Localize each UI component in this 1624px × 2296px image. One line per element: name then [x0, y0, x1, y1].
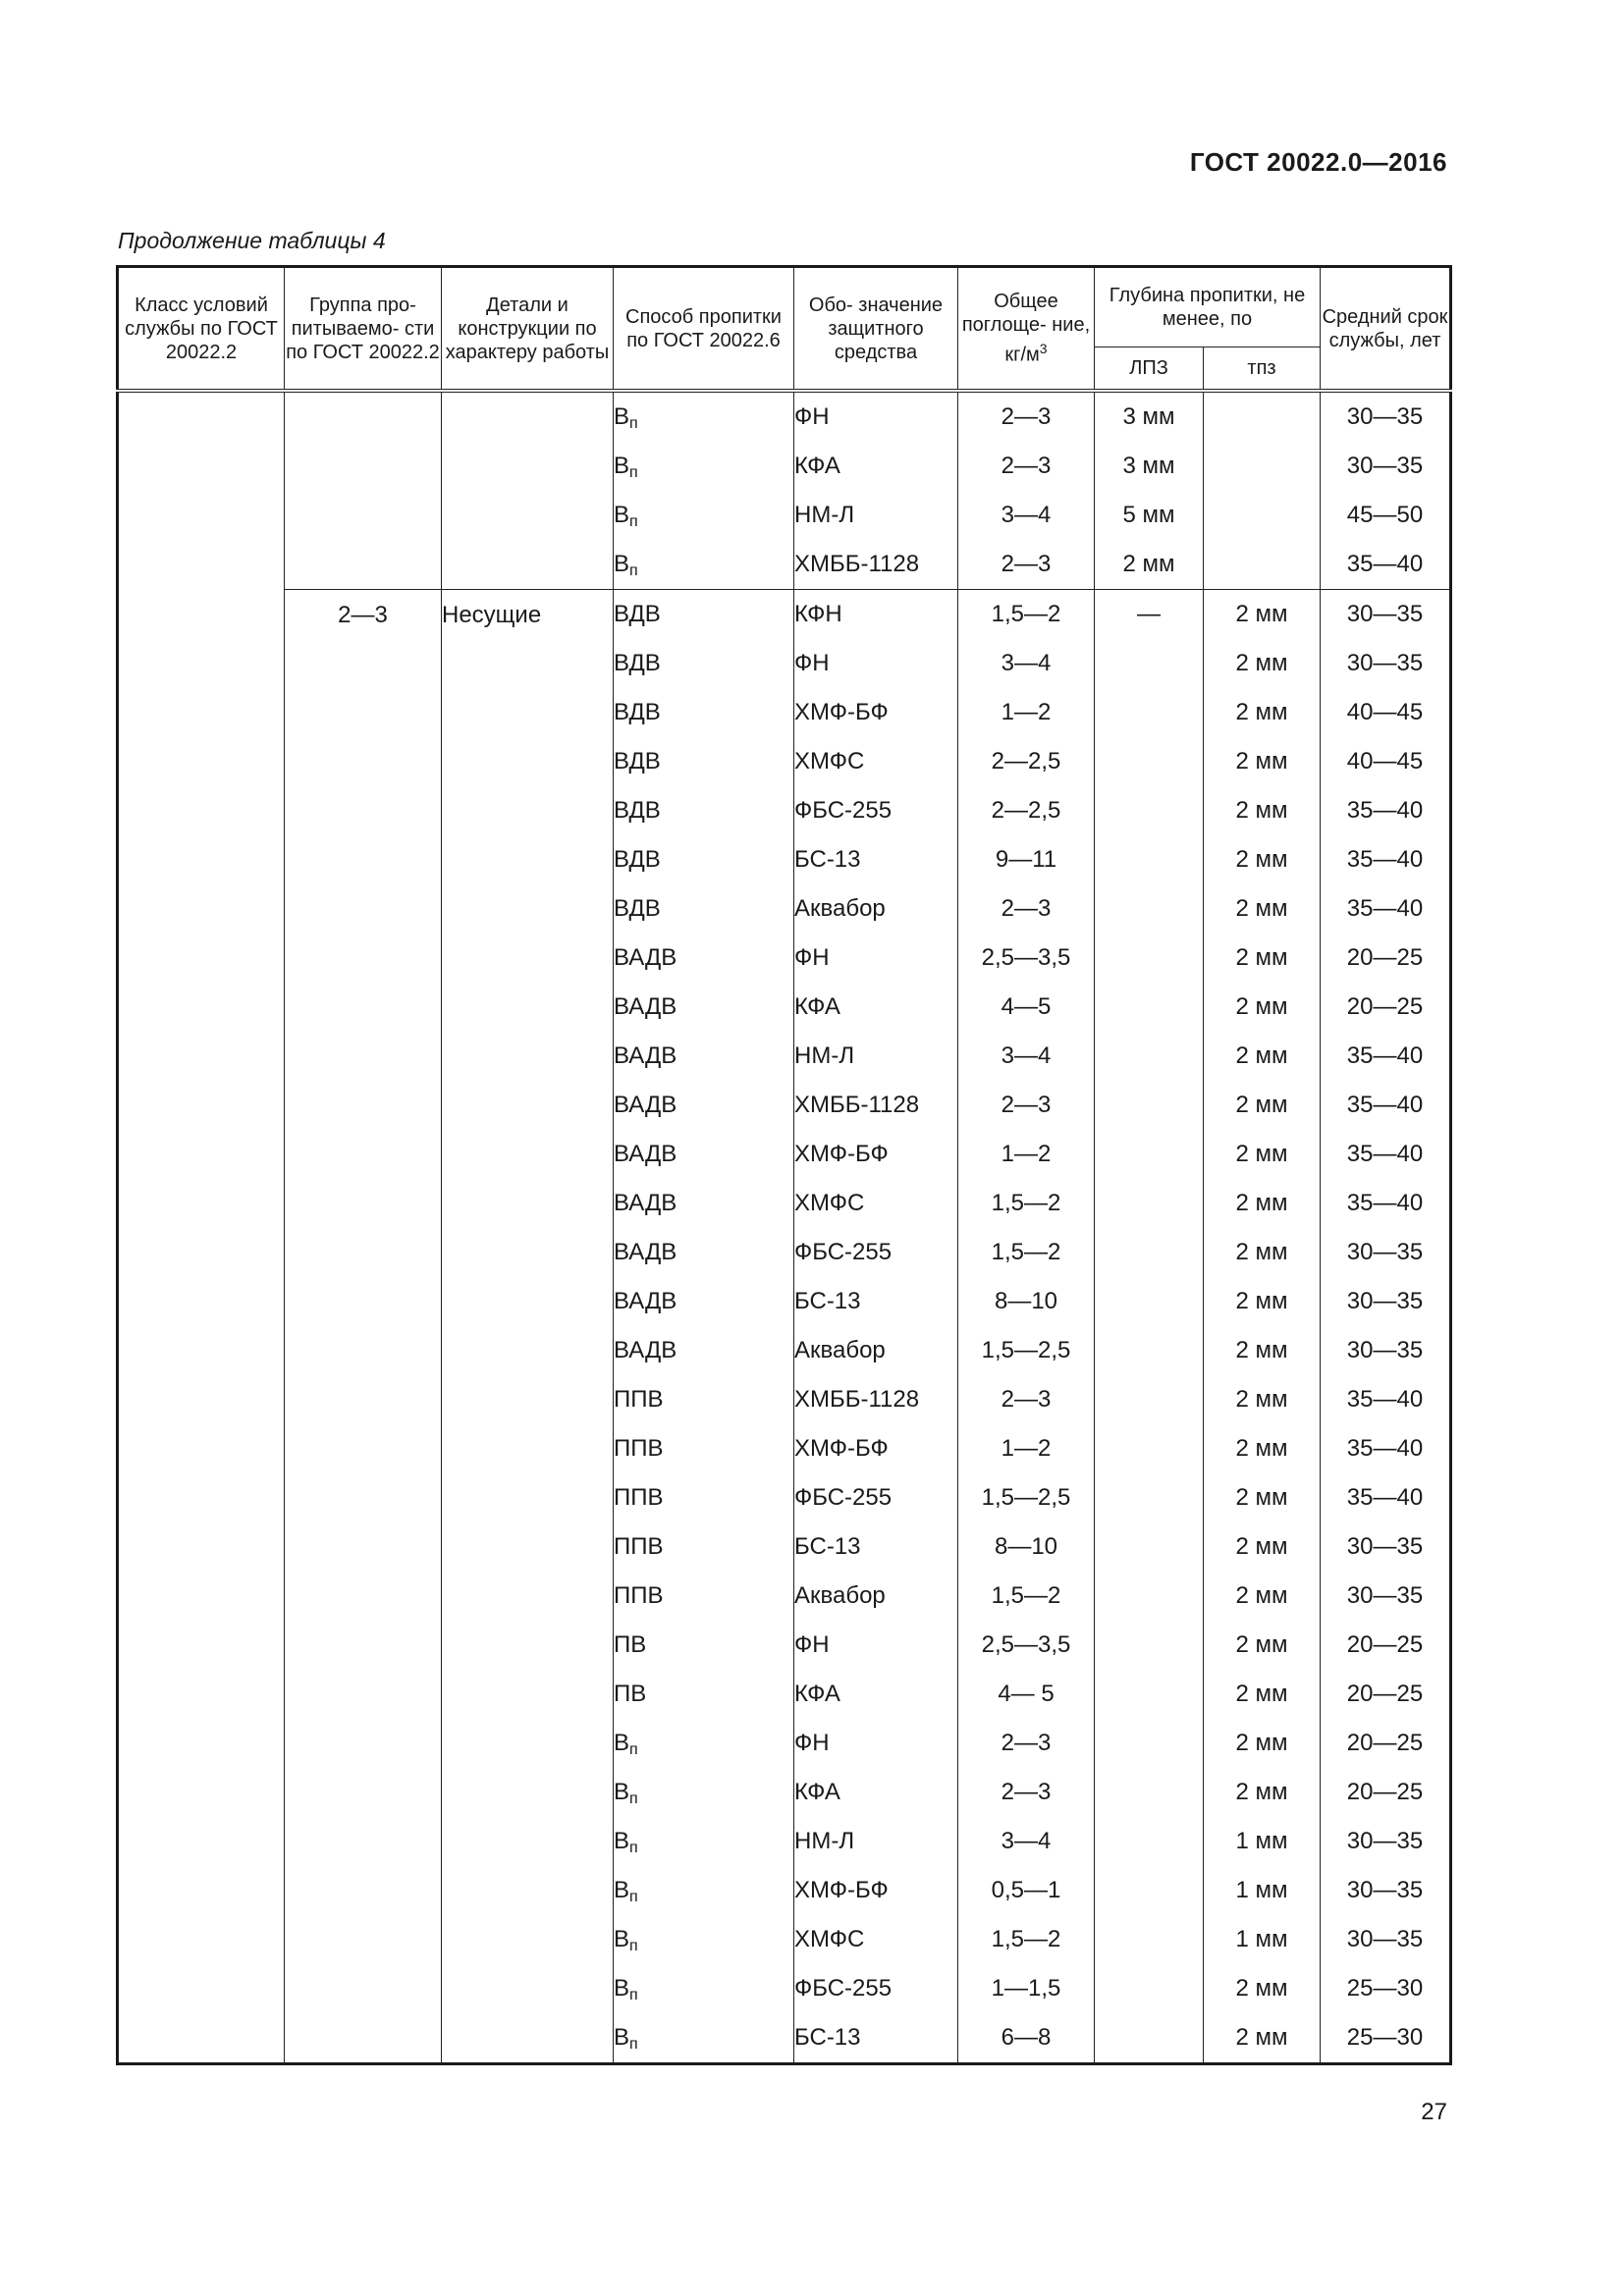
cell-method-sub: п — [629, 1987, 638, 2003]
cell-depth-lpz — [1095, 1130, 1204, 1179]
cell-depth-lpz: 2 мм — [1095, 540, 1204, 590]
cell-depth-tpz: 2 мм — [1204, 1424, 1321, 1473]
cell-service: 35—40 — [1321, 540, 1451, 590]
cell-absorption: 1,5—2 — [958, 1228, 1095, 1277]
cell-method — [614, 1081, 794, 1130]
cell-method-sub: п — [629, 513, 638, 530]
header-depth: Глубина пропитки, не менее, по — [1095, 267, 1321, 347]
cell-depth-lpz — [1095, 835, 1204, 884]
cell-depth-tpz: 2 мм — [1204, 1473, 1321, 1522]
cell-depth-lpz — [1095, 1228, 1204, 1277]
cell-depth-lpz — [1095, 1522, 1204, 1572]
cell-method — [614, 1621, 794, 1670]
cell-method — [614, 391, 794, 442]
header-class: Класс условий службы по ГОСТ 20022.2 — [118, 267, 285, 392]
cell-service: 30—35 — [1321, 1572, 1451, 1621]
cell-depth-tpz: 1 мм — [1204, 1866, 1321, 1915]
cell-designation: КФА — [794, 442, 958, 491]
cell-depth-lpz — [1095, 1424, 1204, 1473]
cell-absorption: 8—10 — [958, 1522, 1095, 1572]
cell-service: 45—50 — [1321, 491, 1451, 540]
cell-service: 35—40 — [1321, 884, 1451, 934]
cell-absorption: 1—2 — [958, 1424, 1095, 1473]
cell-designation: ХМФ-БФ — [794, 688, 958, 737]
cell-depth-tpz — [1204, 540, 1321, 590]
cell-method — [614, 1375, 794, 1424]
cell-method — [614, 2013, 794, 2064]
cell-method — [614, 835, 794, 884]
cell-depth-tpz: 2 мм — [1204, 1326, 1321, 1375]
header-absorption-sup: 3 — [1039, 341, 1048, 357]
cell-method-text: ППВ — [614, 1484, 664, 1511]
cell-depth-lpz: 3 мм — [1095, 442, 1204, 491]
cell-depth-tpz — [1204, 391, 1321, 442]
cell-method — [614, 1228, 794, 1277]
cell-depth-tpz: 2 мм — [1204, 1375, 1321, 1424]
cell-method-sub: п — [629, 1790, 638, 1807]
cell-absorption: 9—11 — [958, 835, 1095, 884]
cell-service: 20—25 — [1321, 983, 1451, 1032]
cell-depth-tpz: 2 мм — [1204, 1522, 1321, 1572]
cell-service: 20—25 — [1321, 1670, 1451, 1719]
header-details: Детали и конструкции по характеру работы — [442, 267, 614, 392]
cell-method — [614, 1473, 794, 1522]
cell-absorption: 1,5—2 — [958, 590, 1095, 640]
cell-depth-lpz — [1095, 934, 1204, 983]
cell-depth-lpz — [1095, 688, 1204, 737]
cell-method-text: В — [614, 1828, 630, 1854]
cell-depth-tpz: 2 мм — [1204, 1277, 1321, 1326]
cell-depth-tpz: 2 мм — [1204, 1081, 1321, 1130]
cell-service: 30—35 — [1321, 590, 1451, 640]
cell-method — [614, 688, 794, 737]
cell-depth-tpz: 2 мм — [1204, 1621, 1321, 1670]
cell-designation: КФА — [794, 1670, 958, 1719]
cell-details: Несущие — [442, 590, 614, 2064]
cell-depth-tpz: 1 мм — [1204, 1817, 1321, 1866]
cell-method — [614, 1719, 794, 1768]
header-designation: Обо- значение защитного средства — [794, 267, 958, 392]
cell-designation: ХМФ-БФ — [794, 1424, 958, 1473]
cell-absorption: 1,5—2 — [958, 1572, 1095, 1621]
cell-depth-lpz: 5 мм — [1095, 491, 1204, 540]
cell-service: 35—40 — [1321, 1473, 1451, 1522]
page-number: 27 — [1421, 2099, 1447, 2125]
cell-depth-lpz — [1095, 1277, 1204, 1326]
cell-depth-tpz: 2 мм — [1204, 1768, 1321, 1817]
cell-method-text: В — [614, 1926, 630, 1952]
cell-method-text: В — [614, 453, 630, 479]
cell-method — [614, 1424, 794, 1473]
cell-service: 30—35 — [1321, 639, 1451, 688]
cell-designation: ХМББ-1128 — [794, 540, 958, 590]
cell-method-text: ПВ — [614, 1681, 647, 1707]
cell-method-text: ППВ — [614, 1582, 664, 1609]
cell-method — [614, 884, 794, 934]
cell-designation: КФА — [794, 1768, 958, 1817]
cell-designation: БС-13 — [794, 835, 958, 884]
cell-absorption: 2—2,5 — [958, 786, 1095, 835]
header-absorption — [958, 267, 1095, 392]
cell-service: 20—25 — [1321, 934, 1451, 983]
cell-method-text: ВДВ — [614, 601, 661, 627]
cell-method-text: В — [614, 2024, 630, 2051]
cell-absorption: 1,5—2,5 — [958, 1473, 1095, 1522]
table-caption: Продолжение таблицы 4 — [118, 228, 386, 253]
cell-depth-tpz: 2 мм — [1204, 688, 1321, 737]
cell-depth-lpz — [1095, 1179, 1204, 1228]
cell-method-text: В — [614, 502, 630, 528]
cell-depth-lpz — [1095, 1572, 1204, 1621]
cell-depth-tpz: 2 мм — [1204, 590, 1321, 640]
cell-designation: КФА — [794, 983, 958, 1032]
cell-designation: ФБС-255 — [794, 1228, 958, 1277]
cell-designation: ХМФ-БФ — [794, 1866, 958, 1915]
cell-method-sub: п — [629, 1741, 638, 1758]
cell-method-text: ВДВ — [614, 846, 661, 873]
cell-absorption: 3—4 — [958, 491, 1095, 540]
cell-method — [614, 1670, 794, 1719]
cell-depth-lpz — [1095, 1081, 1204, 1130]
cell-depth-tpz: 2 мм — [1204, 786, 1321, 835]
cell-method-text: ВАДВ — [614, 1190, 677, 1216]
cell-absorption: 6—8 — [958, 2013, 1095, 2064]
cell-depth-lpz — [1095, 639, 1204, 688]
cell-service: 20—25 — [1321, 1768, 1451, 1817]
cell-depth-tpz: 2 мм — [1204, 1670, 1321, 1719]
cell-method — [614, 1179, 794, 1228]
cell-service: 30—35 — [1321, 1522, 1451, 1572]
cell-absorption: 2—2,5 — [958, 737, 1095, 786]
cell-depth-tpz: 2 мм — [1204, 1179, 1321, 1228]
cell-method-text: ППВ — [614, 1435, 664, 1462]
cell-method-text: ВДВ — [614, 797, 661, 824]
header-depth-lpz: ЛПЗ — [1095, 347, 1204, 392]
cell-designation: ФБС-255 — [794, 786, 958, 835]
cell-method-sub: п — [629, 1889, 638, 1905]
cell-service: 20—25 — [1321, 1719, 1451, 1768]
cell-depth-tpz: 2 мм — [1204, 2013, 1321, 2064]
header-absorption-text: Общее поглоще- ние, кг/м — [961, 291, 1091, 366]
cell-absorption: 4—5 — [958, 983, 1095, 1032]
cell-service: 35—40 — [1321, 1130, 1451, 1179]
cell-absorption: 1,5—2,5 — [958, 1326, 1095, 1375]
cell-method-text: В — [614, 1779, 630, 1805]
cell-designation: ХМФС — [794, 1915, 958, 1964]
cell-method-sub: п — [629, 1938, 638, 1954]
cell-depth-tpz: 2 мм — [1204, 737, 1321, 786]
cell-absorption: 2—3 — [958, 391, 1095, 442]
cell-designation: ХМББ-1128 — [794, 1081, 958, 1130]
cell-service: 25—30 — [1321, 2013, 1451, 2064]
cell-service: 30—35 — [1321, 1277, 1451, 1326]
cell-class — [118, 391, 285, 2064]
cell-method-text: ПВ — [614, 1631, 647, 1658]
cell-designation: ХМФС — [794, 1179, 958, 1228]
cell-designation: ХМФС — [794, 737, 958, 786]
cell-method-text: ВАДВ — [614, 944, 677, 971]
cell-method-text: В — [614, 1877, 630, 1903]
cell-method — [614, 491, 794, 540]
cell-depth-tpz: 2 мм — [1204, 884, 1321, 934]
cell-absorption: 2—3 — [958, 1768, 1095, 1817]
cell-designation: ХМББ-1128 — [794, 1375, 958, 1424]
cell-designation: БС-13 — [794, 1522, 958, 1572]
cell-depth-lpz — [1095, 1719, 1204, 1768]
cell-absorption: 2—3 — [958, 884, 1095, 934]
cell-method-sub: п — [629, 464, 638, 481]
cell-service: 40—45 — [1321, 688, 1451, 737]
cell-method-text: В — [614, 1730, 630, 1756]
cell-depth-tpz: 2 мм — [1204, 835, 1321, 884]
cell-method — [614, 442, 794, 491]
cell-absorption: 2—3 — [958, 1719, 1095, 1768]
header-service: Средний срок службы, лет — [1321, 267, 1451, 392]
cell-absorption: 3—4 — [958, 639, 1095, 688]
cell-depth-lpz — [1095, 737, 1204, 786]
cell-designation: Аквабор — [794, 884, 958, 934]
cell-designation: ХМФ-БФ — [794, 1130, 958, 1179]
cell-absorption: 1—1,5 — [958, 1964, 1095, 2013]
cell-method-text: ППВ — [614, 1386, 664, 1413]
cell-method-text: ВДВ — [614, 748, 661, 774]
cell-depth-lpz — [1095, 1621, 1204, 1670]
cell-designation: ФН — [794, 391, 958, 442]
cell-method — [614, 983, 794, 1032]
cell-method — [614, 1522, 794, 1572]
cell-depth-tpz: 2 мм — [1204, 1719, 1321, 1768]
cell-depth-tpz: 2 мм — [1204, 934, 1321, 983]
cell-service: 35—40 — [1321, 1179, 1451, 1228]
cell-depth-tpz: 2 мм — [1204, 1228, 1321, 1277]
cell-depth-tpz — [1204, 491, 1321, 540]
cell-designation: НМ-Л — [794, 491, 958, 540]
cell-depth-tpz: 2 мм — [1204, 1964, 1321, 2013]
cell-service: 40—45 — [1321, 737, 1451, 786]
cell-absorption: 1,5—2 — [958, 1179, 1095, 1228]
cell-method-sub: п — [629, 562, 638, 579]
cell-absorption: 8—10 — [958, 1277, 1095, 1326]
cell-depth-tpz — [1204, 442, 1321, 491]
cell-designation: Аквабор — [794, 1326, 958, 1375]
cell-method-text: ВДВ — [614, 895, 661, 922]
cell-service: 30—35 — [1321, 1915, 1451, 1964]
cell-service: 30—35 — [1321, 391, 1451, 442]
cell-depth-lpz — [1095, 786, 1204, 835]
cell-designation: ФН — [794, 934, 958, 983]
cell-absorption: 3—4 — [958, 1817, 1095, 1866]
cell-method-sub: п — [629, 1840, 638, 1856]
cell-depth-tpz: 2 мм — [1204, 639, 1321, 688]
cell-absorption: 1,5—2 — [958, 1915, 1095, 1964]
cell-method — [614, 1768, 794, 1817]
cell-method-text: ППВ — [614, 1533, 664, 1560]
cell-method-text: ВАДВ — [614, 1288, 677, 1314]
cell-absorption: 2,5—3,5 — [958, 934, 1095, 983]
cell-method-text: ВАДВ — [614, 1337, 677, 1363]
cell-method — [614, 1130, 794, 1179]
cell-method — [614, 737, 794, 786]
cell-method — [614, 639, 794, 688]
cell-method — [614, 1817, 794, 1866]
cell-depth-lpz — [1095, 884, 1204, 934]
cell-method — [614, 540, 794, 590]
cell-depth-lpz — [1095, 1768, 1204, 1817]
cell-depth-tpz: 1 мм — [1204, 1915, 1321, 1964]
cell-depth-lpz — [1095, 2013, 1204, 2064]
cell-method — [614, 786, 794, 835]
cell-depth-lpz — [1095, 1817, 1204, 1866]
cell-service: 35—40 — [1321, 786, 1451, 835]
cell-service: 35—40 — [1321, 1424, 1451, 1473]
cell-service: 30—35 — [1321, 1817, 1451, 1866]
cell-service: 35—40 — [1321, 835, 1451, 884]
cell-method-text: ВАДВ — [614, 1092, 677, 1118]
cell-method-text: ВАДВ — [614, 993, 677, 1020]
cell-method — [614, 1915, 794, 1964]
cell-method-sub: п — [629, 415, 638, 432]
cell-absorption: 2—3 — [958, 442, 1095, 491]
document-code: ГОСТ 20022.0—2016 — [1189, 147, 1447, 177]
cell-method — [614, 590, 794, 640]
cell-group: 2—3 — [285, 590, 442, 2064]
header-depth-tpz: тпз — [1204, 347, 1321, 392]
cell-method — [614, 1277, 794, 1326]
cell-designation: ФН — [794, 1719, 958, 1768]
cell-method — [614, 1572, 794, 1621]
cell-method-text: ВАДВ — [614, 1239, 677, 1265]
cell-depth-lpz — [1095, 1375, 1204, 1424]
cell-method — [614, 934, 794, 983]
cell-absorption: 0,5—1 — [958, 1866, 1095, 1915]
cell-depth-lpz — [1095, 983, 1204, 1032]
cell-depth-lpz: — — [1095, 590, 1204, 640]
cell-depth-lpz — [1095, 1670, 1204, 1719]
cell-designation: БС-13 — [794, 1277, 958, 1326]
cell-method — [614, 1964, 794, 2013]
cell-service: 30—35 — [1321, 1866, 1451, 1915]
cell-method — [614, 1326, 794, 1375]
cell-method-text: ВДВ — [614, 699, 661, 725]
cell-absorption: 2,5—3,5 — [958, 1621, 1095, 1670]
cell-depth-tpz: 2 мм — [1204, 1572, 1321, 1621]
cell-service: 35—40 — [1321, 1375, 1451, 1424]
cell-designation: НМ-Л — [794, 1817, 958, 1866]
header-group: Группа про- питываемо- сти по ГОСТ 20022.2 — [285, 267, 442, 392]
cell-depth-lpz — [1095, 1326, 1204, 1375]
cell-service: 30—35 — [1321, 442, 1451, 491]
cell-service: 35—40 — [1321, 1032, 1451, 1081]
cell-method-text: В — [614, 551, 630, 577]
cell-depth-lpz — [1095, 1866, 1204, 1915]
cell-designation: ФБС-255 — [794, 1964, 958, 2013]
cell-depth-lpz — [1095, 1032, 1204, 1081]
cell-details — [442, 391, 614, 590]
cell-depth-lpz: 3 мм — [1095, 391, 1204, 442]
cell-depth-lpz — [1095, 1964, 1204, 2013]
cell-service: 30—35 — [1321, 1228, 1451, 1277]
cell-designation: НМ-Л — [794, 1032, 958, 1081]
cell-absorption: 1—2 — [958, 688, 1095, 737]
cell-depth-tpz: 2 мм — [1204, 1130, 1321, 1179]
table-row — [118, 391, 1451, 442]
cell-absorption: 3—4 — [958, 1032, 1095, 1081]
cell-absorption: 2—3 — [958, 1081, 1095, 1130]
cell-designation: ФН — [794, 1621, 958, 1670]
cell-method-text: В — [614, 1975, 630, 2002]
cell-depth-lpz — [1095, 1915, 1204, 1964]
cell-method — [614, 1032, 794, 1081]
cell-service: 35—40 — [1321, 1081, 1451, 1130]
cell-method-text: ВДВ — [614, 650, 661, 676]
cell-designation: КФН — [794, 590, 958, 640]
header-method: Способ пропитки по ГОСТ 20022.6 — [614, 267, 794, 392]
cell-absorption: 4— 5 — [958, 1670, 1095, 1719]
cell-designation: Аквабор — [794, 1572, 958, 1621]
cell-group — [285, 391, 442, 590]
cell-method-text: ВАДВ — [614, 1141, 677, 1167]
cell-method-text: ВАДВ — [614, 1042, 677, 1069]
cell-depth-tpz: 2 мм — [1204, 983, 1321, 1032]
data-table — [116, 265, 1452, 2065]
cell-absorption: 2—3 — [958, 1375, 1095, 1424]
cell-method-text: В — [614, 403, 630, 430]
cell-service: 25—30 — [1321, 1964, 1451, 2013]
cell-absorption: 2—3 — [958, 540, 1095, 590]
cell-method — [614, 1866, 794, 1915]
cell-service: 30—35 — [1321, 1326, 1451, 1375]
cell-designation: БС-13 — [794, 2013, 958, 2064]
cell-absorption: 1—2 — [958, 1130, 1095, 1179]
cell-depth-lpz — [1095, 1473, 1204, 1522]
cell-designation: ФН — [794, 639, 958, 688]
cell-method-sub: п — [629, 2036, 638, 2053]
table-row — [118, 590, 1451, 640]
cell-depth-tpz: 2 мм — [1204, 1032, 1321, 1081]
cell-service: 20—25 — [1321, 1621, 1451, 1670]
cell-designation: ФБС-255 — [794, 1473, 958, 1522]
